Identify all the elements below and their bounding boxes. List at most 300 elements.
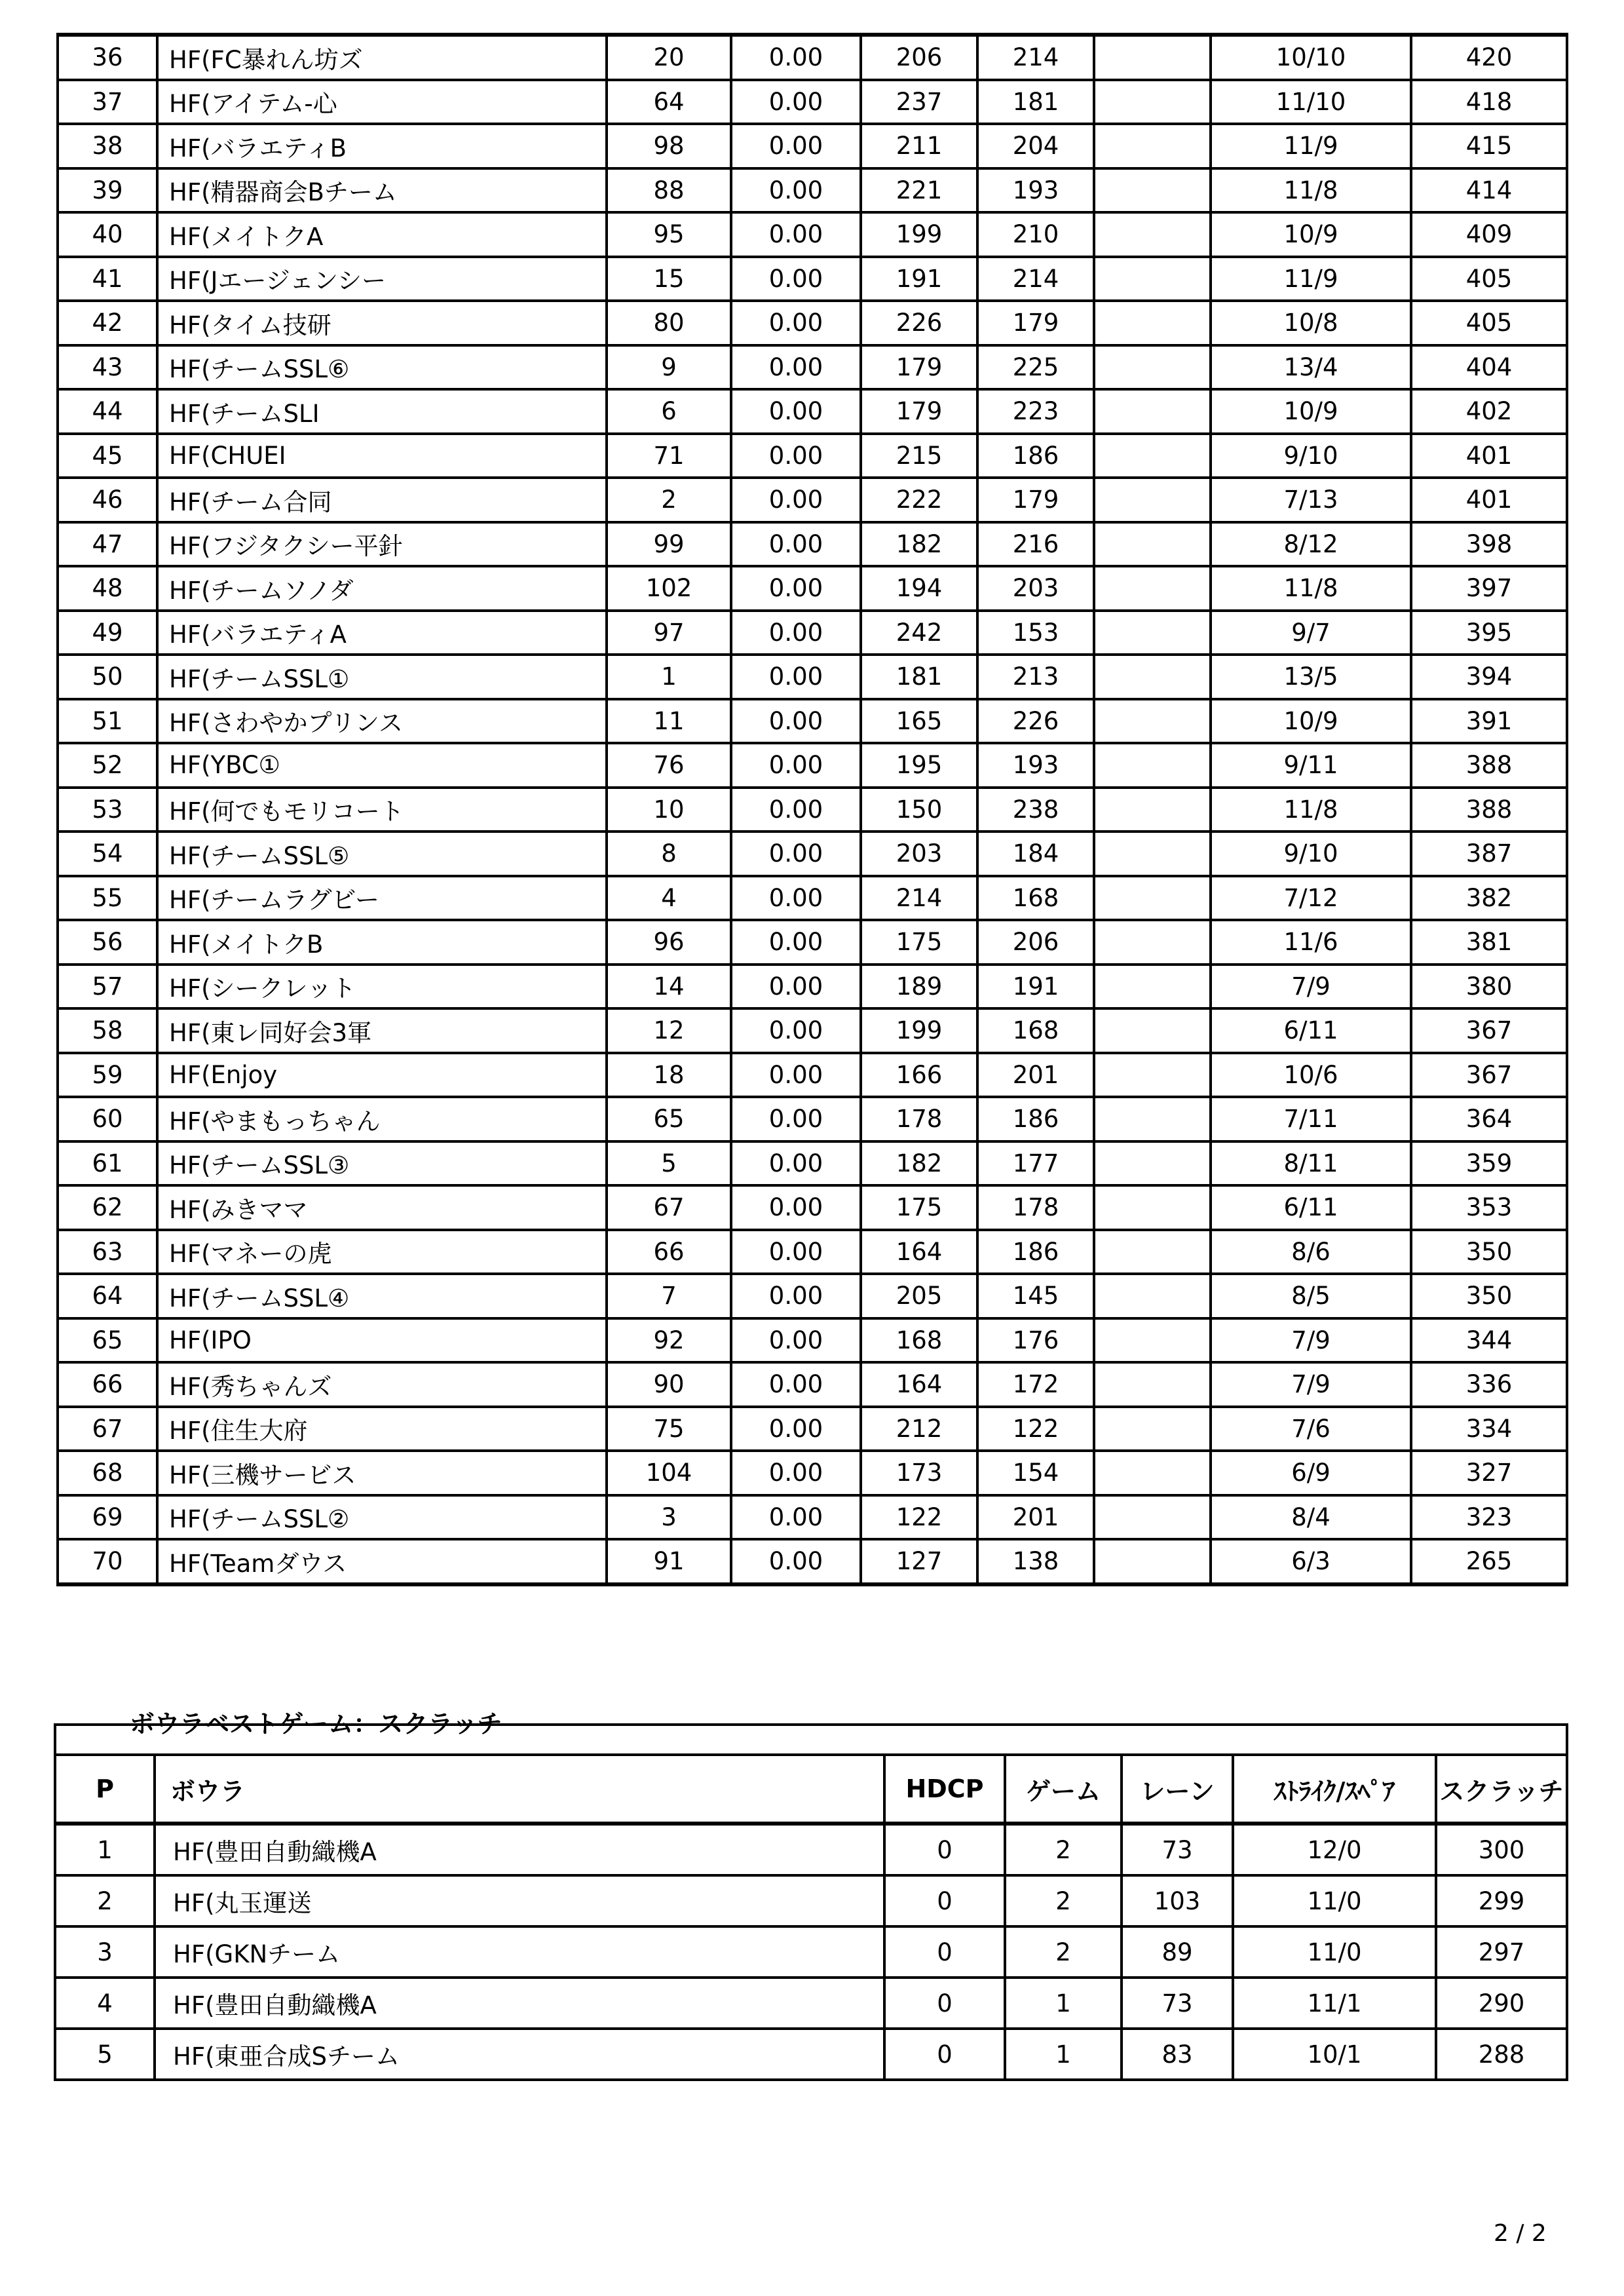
total-cell: 380 <box>1411 965 1567 1009</box>
total-cell: 344 <box>1411 1318 1567 1363</box>
team-name-cell: HF(バラエティA <box>157 611 607 655</box>
total-cell: 420 <box>1411 35 1567 80</box>
hdcp-cell: 0 <box>884 2029 1005 2080</box>
rank-cell: 64 <box>58 1274 157 1318</box>
table-row <box>58 522 1567 567</box>
game2-cell: 145 <box>977 1274 1094 1318</box>
table-row <box>58 965 1567 1009</box>
game2-cell: 225 <box>977 345 1094 390</box>
lane-cell: 88 <box>607 168 731 213</box>
team-name-cell: HF(チームSLI <box>157 389 607 434</box>
game3-cell <box>1094 124 1211 168</box>
total-cell: 359 <box>1411 1141 1567 1186</box>
rank-cell: 59 <box>58 1053 157 1098</box>
lane-cell: 14 <box>607 965 731 1009</box>
strike-spare-cell: 7/12 <box>1211 876 1411 921</box>
game2-cell: 179 <box>977 301 1094 345</box>
hdcp-cell: 0.00 <box>731 1539 861 1584</box>
game1-cell: 179 <box>861 389 977 434</box>
game3-cell <box>1094 345 1211 390</box>
rank-cell: 63 <box>58 1230 157 1274</box>
hdcp-cell: 0.00 <box>731 832 861 876</box>
game1-cell: 222 <box>861 478 977 522</box>
lane-cell: 11 <box>607 699 731 744</box>
lane-cell: 92 <box>607 1318 731 1363</box>
hdcp-cell: 0.00 <box>731 1274 861 1318</box>
hdcp-cell: 0.00 <box>731 920 861 965</box>
scratch-cell: 297 <box>1436 1926 1567 1978</box>
rank-cell: 36 <box>58 35 157 80</box>
game1-cell: 178 <box>861 1097 977 1141</box>
scratch-cell: 300 <box>1436 1824 1567 1875</box>
game2-cell: 201 <box>977 1053 1094 1098</box>
strike-spare-cell: 7/9 <box>1211 965 1411 1009</box>
lane-cell: 102 <box>607 566 731 611</box>
game1-cell: 122 <box>861 1495 977 1540</box>
game3-cell <box>1094 168 1211 213</box>
team-name-cell: HF(チーム合同 <box>157 478 607 522</box>
hdcp-cell: 0.00 <box>731 257 861 301</box>
strike-spare-cell: 9/11 <box>1211 743 1411 788</box>
game2-cell: 186 <box>977 1097 1094 1141</box>
position-cell: 5 <box>55 2029 155 2080</box>
table-row <box>58 699 1567 744</box>
game2-cell: 206 <box>977 920 1094 965</box>
game1-cell: 179 <box>861 345 977 390</box>
rank-cell: 50 <box>58 655 157 699</box>
rank-cell: 57 <box>58 965 157 1009</box>
table-row <box>58 168 1567 213</box>
strike-spare-cell: 6/9 <box>1211 1451 1411 1495</box>
total-cell: 394 <box>1411 655 1567 699</box>
page-number: 2 / 2 <box>1494 2220 1547 2247</box>
hdcp-cell: 0.00 <box>731 301 861 345</box>
game1-cell: 168 <box>861 1318 977 1363</box>
total-cell: 401 <box>1411 478 1567 522</box>
hdcp-cell: 0.00 <box>731 1495 861 1540</box>
game-cell: 2 <box>1005 1824 1122 1875</box>
lane-cell: 8 <box>607 832 731 876</box>
rank-cell: 68 <box>58 1451 157 1495</box>
header-hdcp: HDCP <box>884 1755 1005 1824</box>
game1-cell: 206 <box>861 35 977 80</box>
team-name-cell: HF(精器商会Bチーム <box>157 168 607 213</box>
position-cell: 1 <box>55 1824 155 1875</box>
total-cell: 418 <box>1411 80 1567 124</box>
game2-cell: 177 <box>977 1141 1094 1186</box>
hdcp-cell: 0.00 <box>731 876 861 921</box>
team-name-cell: HF(チームSSL⑥ <box>157 345 607 390</box>
strike-spare-cell: 10/6 <box>1211 1053 1411 1098</box>
table-row <box>58 1230 1567 1274</box>
table-row <box>58 35 1567 80</box>
lane-cell: 9 <box>607 345 731 390</box>
lane-cell: 10 <box>607 788 731 832</box>
game2-cell: 213 <box>977 655 1094 699</box>
hdcp-cell: 0 <box>884 1824 1005 1875</box>
strike-spare-cell: 11/9 <box>1211 124 1411 168</box>
table-header-row <box>55 1755 1567 1824</box>
position-cell: 2 <box>55 1875 155 1926</box>
game1-cell: 182 <box>861 1141 977 1186</box>
hdcp-cell: 0.00 <box>731 168 861 213</box>
strike-spare-cell: 7/9 <box>1211 1318 1411 1363</box>
game1-cell: 191 <box>861 257 977 301</box>
game2-cell: 154 <box>977 1451 1094 1495</box>
strike-spare-cell: 8/4 <box>1211 1495 1411 1540</box>
game1-cell: 194 <box>861 566 977 611</box>
strike-spare-cell: 11/8 <box>1211 168 1411 213</box>
table-row <box>58 920 1567 965</box>
strike-spare-cell: 11/1 <box>1233 1978 1436 2029</box>
game3-cell <box>1094 478 1211 522</box>
table-row <box>55 1824 1567 1875</box>
total-cell: 397 <box>1411 566 1567 611</box>
hdcp-cell: 0.00 <box>731 478 861 522</box>
game2-cell: 193 <box>977 743 1094 788</box>
game3-cell <box>1094 1141 1211 1186</box>
team-name-cell: HF(Jエージェンシー <box>157 257 607 301</box>
lane-cell: 73 <box>1122 1978 1233 2029</box>
table-row <box>55 1926 1567 1978</box>
strike-spare-cell: 11/0 <box>1233 1875 1436 1926</box>
hdcp-cell: 0.00 <box>731 434 861 478</box>
total-cell: 405 <box>1411 301 1567 345</box>
game3-cell <box>1094 1230 1211 1274</box>
game-cell: 1 <box>1005 1978 1122 2029</box>
strike-spare-cell: 10/9 <box>1211 699 1411 744</box>
table-top-spacer <box>55 1725 1567 1755</box>
team-name-cell: HF(チームSSL④ <box>157 1274 607 1318</box>
lane-cell: 80 <box>607 301 731 345</box>
team-name-cell: HF(Teamダウス <box>157 1539 607 1584</box>
game1-cell: 175 <box>861 1185 977 1230</box>
game1-cell: 181 <box>861 655 977 699</box>
strike-spare-cell: 6/11 <box>1211 1185 1411 1230</box>
header-p: P <box>55 1755 155 1824</box>
game3-cell <box>1094 655 1211 699</box>
game1-cell: 175 <box>861 920 977 965</box>
table-row <box>58 1407 1567 1451</box>
game3-cell <box>1094 1274 1211 1318</box>
hdcp-cell: 0.00 <box>731 1230 861 1274</box>
table-row <box>58 1451 1567 1495</box>
table-row <box>58 1141 1567 1186</box>
total-cell: 382 <box>1411 876 1567 921</box>
game1-cell: 199 <box>861 212 977 257</box>
game2-cell: 138 <box>977 1539 1094 1584</box>
section-title: ボウラベストゲーム：スクラッチ <box>130 1710 502 1738</box>
table-row <box>58 80 1567 124</box>
rank-cell: 67 <box>58 1407 157 1451</box>
total-cell: 415 <box>1411 124 1567 168</box>
strike-spare-cell: 10/10 <box>1211 35 1411 80</box>
team-ranking-body <box>58 35 1567 1584</box>
position-cell: 3 <box>55 1926 155 1978</box>
strike-spare-cell: 10/9 <box>1211 389 1411 434</box>
lane-cell: 67 <box>607 1185 731 1230</box>
total-cell: 388 <box>1411 788 1567 832</box>
game3-cell <box>1094 1451 1211 1495</box>
table-row <box>58 478 1567 522</box>
rank-cell: 41 <box>58 257 157 301</box>
team-name-cell: HF(フジタクシー平針 <box>157 522 607 567</box>
total-cell: 323 <box>1411 1495 1567 1540</box>
strike-spare-cell: 11/0 <box>1233 1926 1436 1978</box>
team-name-cell: HF(やまもっちゃん <box>157 1097 607 1141</box>
strike-spare-cell: 13/4 <box>1211 345 1411 390</box>
bowler-best-game-table <box>54 1723 1568 2081</box>
table-row <box>58 1318 1567 1363</box>
lane-cell: 2 <box>607 478 731 522</box>
game-cell: 2 <box>1005 1926 1122 1978</box>
rank-cell: 56 <box>58 920 157 965</box>
strike-spare-cell: 8/5 <box>1211 1274 1411 1318</box>
table-row <box>58 345 1567 390</box>
game-cell: 2 <box>1005 1875 1122 1926</box>
total-cell: 414 <box>1411 168 1567 213</box>
total-cell: 398 <box>1411 522 1567 567</box>
lane-cell: 20 <box>607 35 731 80</box>
game3-cell <box>1094 389 1211 434</box>
hdcp-cell: 0.00 <box>731 124 861 168</box>
game1-cell: 205 <box>861 1274 977 1318</box>
rank-cell: 44 <box>58 389 157 434</box>
total-cell: 401 <box>1411 434 1567 478</box>
table-row <box>58 389 1567 434</box>
strike-spare-cell: 7/11 <box>1211 1097 1411 1141</box>
hdcp-cell: 0.00 <box>731 965 861 1009</box>
hdcp-cell: 0.00 <box>731 389 861 434</box>
game3-cell <box>1094 1008 1211 1053</box>
team-name-cell: HF(秀ちゃんズ <box>157 1362 607 1407</box>
game1-cell: 166 <box>861 1053 977 1098</box>
table-row <box>55 1875 1567 1926</box>
game2-cell: 186 <box>977 434 1094 478</box>
strike-spare-cell: 10/9 <box>1211 212 1411 257</box>
lane-cell: 6 <box>607 389 731 434</box>
table-row <box>55 1978 1567 2029</box>
table-row <box>55 2029 1567 2080</box>
scratch-cell: 288 <box>1436 2029 1567 2080</box>
team-name-cell: HF(Enjoy <box>157 1053 607 1098</box>
lane-cell: 5 <box>607 1141 731 1186</box>
table-row <box>58 1362 1567 1407</box>
game2-cell: 193 <box>977 168 1094 213</box>
hdcp-cell: 0.00 <box>731 80 861 124</box>
hdcp-cell: 0.00 <box>731 522 861 567</box>
rank-cell: 43 <box>58 345 157 390</box>
game2-cell: 214 <box>977 35 1094 80</box>
strike-spare-cell: 11/9 <box>1211 257 1411 301</box>
rank-cell: 38 <box>58 124 157 168</box>
position-cell: 4 <box>55 1978 155 2029</box>
game3-cell <box>1094 80 1211 124</box>
team-name-cell: HF(アイテム-心 <box>157 80 607 124</box>
hdcp-cell: 0.00 <box>731 1362 861 1407</box>
game2-cell: 184 <box>977 832 1094 876</box>
total-cell: 381 <box>1411 920 1567 965</box>
game1-cell: 215 <box>861 434 977 478</box>
bowler-name-cell: HF(豊田自動織機A <box>155 1978 884 2029</box>
strike-spare-cell: 8/6 <box>1211 1230 1411 1274</box>
lane-cell: 91 <box>607 1539 731 1584</box>
game2-cell: 181 <box>977 80 1094 124</box>
game1-cell: 195 <box>861 743 977 788</box>
team-name-cell: HF(シークレット <box>157 965 607 1009</box>
game2-cell: 214 <box>977 257 1094 301</box>
team-name-cell: HF(チームソノダ <box>157 566 607 611</box>
strike-spare-cell: 9/10 <box>1211 832 1411 876</box>
strike-spare-cell: 6/3 <box>1211 1539 1411 1584</box>
table-row <box>58 434 1567 478</box>
rank-cell: 52 <box>58 743 157 788</box>
lane-cell: 65 <box>607 1097 731 1141</box>
rank-cell: 39 <box>58 168 157 213</box>
rank-cell: 70 <box>58 1539 157 1584</box>
team-name-cell: HF(東レ同好会3軍 <box>157 1008 607 1053</box>
total-cell: 334 <box>1411 1407 1567 1451</box>
game3-cell <box>1094 965 1211 1009</box>
rank-cell: 47 <box>58 522 157 567</box>
lane-cell: 15 <box>607 257 731 301</box>
game2-cell: 226 <box>977 699 1094 744</box>
game2-cell: 178 <box>977 1185 1094 1230</box>
table-row <box>58 566 1567 611</box>
total-cell: 364 <box>1411 1097 1567 1141</box>
strike-spare-cell: 11/8 <box>1211 788 1411 832</box>
game3-cell <box>1094 1539 1211 1584</box>
rank-cell: 49 <box>58 611 157 655</box>
rank-cell: 48 <box>58 566 157 611</box>
rank-cell: 53 <box>58 788 157 832</box>
total-cell: 350 <box>1411 1274 1567 1318</box>
lane-cell: 90 <box>607 1362 731 1407</box>
rank-cell: 66 <box>58 1362 157 1407</box>
strike-spare-cell: 6/11 <box>1211 1008 1411 1053</box>
strike-spare-cell: 12/0 <box>1233 1824 1436 1875</box>
hdcp-cell: 0.00 <box>731 35 861 80</box>
strike-spare-cell: 11/8 <box>1211 566 1411 611</box>
strike-spare-cell: 11/10 <box>1211 80 1411 124</box>
game3-cell <box>1094 522 1211 567</box>
lane-cell: 99 <box>607 522 731 567</box>
lane-cell: 103 <box>1122 1875 1233 1926</box>
hdcp-cell: 0.00 <box>731 1318 861 1363</box>
table-row <box>58 301 1567 345</box>
game3-cell <box>1094 1318 1211 1363</box>
game3-cell <box>1094 743 1211 788</box>
table-row <box>58 1185 1567 1230</box>
game2-cell: 168 <box>977 1008 1094 1053</box>
game2-cell: 210 <box>977 212 1094 257</box>
bowler-best-game-body <box>55 1824 1567 2080</box>
game3-cell <box>1094 920 1211 965</box>
game2-cell: 168 <box>977 876 1094 921</box>
lane-cell: 7 <box>607 1274 731 1318</box>
lane-cell: 97 <box>607 611 731 655</box>
game3-cell <box>1094 788 1211 832</box>
game2-cell: 216 <box>977 522 1094 567</box>
total-cell: 353 <box>1411 1185 1567 1230</box>
game2-cell: 153 <box>977 611 1094 655</box>
game3-cell <box>1094 257 1211 301</box>
team-name-cell: HF(さわやかプリンス <box>157 699 607 744</box>
table-row <box>58 1053 1567 1098</box>
hdcp-cell: 0.00 <box>731 345 861 390</box>
lane-cell: 3 <box>607 1495 731 1540</box>
team-name-cell: HF(タイム技研 <box>157 301 607 345</box>
table-row <box>58 743 1567 788</box>
hdcp-cell: 0.00 <box>731 1185 861 1230</box>
lane-cell: 75 <box>607 1407 731 1451</box>
strike-spare-cell: 11/6 <box>1211 920 1411 965</box>
team-name-cell: HF(みきママ <box>157 1185 607 1230</box>
hdcp-cell: 0.00 <box>731 1053 861 1098</box>
rank-cell: 37 <box>58 80 157 124</box>
lane-cell: 98 <box>607 124 731 168</box>
game2-cell: 203 <box>977 566 1094 611</box>
game3-cell <box>1094 1407 1211 1451</box>
team-name-cell: HF(メイトクA <box>157 212 607 257</box>
lane-cell: 73 <box>1122 1824 1233 1875</box>
team-name-cell: HF(チームSSL③ <box>157 1141 607 1186</box>
game2-cell: 186 <box>977 1230 1094 1274</box>
game1-cell: 221 <box>861 168 977 213</box>
total-cell: 387 <box>1411 832 1567 876</box>
game1-cell: 150 <box>861 788 977 832</box>
game1-cell: 242 <box>861 611 977 655</box>
game3-cell <box>1094 1053 1211 1098</box>
hdcp-cell: 0 <box>884 1875 1005 1926</box>
game2-cell: 238 <box>977 788 1094 832</box>
total-cell: 350 <box>1411 1230 1567 1274</box>
lane-cell: 96 <box>607 920 731 965</box>
table-row <box>58 876 1567 921</box>
game1-cell: 211 <box>861 124 977 168</box>
game1-cell: 226 <box>861 301 977 345</box>
hdcp-cell: 0.00 <box>731 212 861 257</box>
hdcp-cell: 0.00 <box>731 699 861 744</box>
table-row <box>58 1097 1567 1141</box>
game1-cell: 164 <box>861 1230 977 1274</box>
table-row <box>58 832 1567 876</box>
rank-cell: 62 <box>58 1185 157 1230</box>
team-name-cell: HF(チームSSL① <box>157 655 607 699</box>
strike-spare-cell: 7/6 <box>1211 1407 1411 1451</box>
team-ranking-table <box>56 33 1568 1586</box>
hdcp-cell: 0.00 <box>731 1451 861 1495</box>
total-cell: 404 <box>1411 345 1567 390</box>
team-name-cell: HF(チームSSL⑤ <box>157 832 607 876</box>
hdcp-cell: 0.00 <box>731 1407 861 1451</box>
game3-cell <box>1094 1362 1211 1407</box>
game1-cell: 127 <box>861 1539 977 1584</box>
total-cell: 391 <box>1411 699 1567 744</box>
team-name-cell: HF(IPO <box>157 1318 607 1363</box>
rank-cell: 51 <box>58 699 157 744</box>
game3-cell <box>1094 1185 1211 1230</box>
rank-cell: 42 <box>58 301 157 345</box>
total-cell: 336 <box>1411 1362 1567 1407</box>
header-game: ゲーム <box>1005 1755 1122 1824</box>
strike-spare-cell: 9/7 <box>1211 611 1411 655</box>
header-bowler: ボウラ <box>155 1755 884 1824</box>
team-name-cell: HF(YBC① <box>157 743 607 788</box>
game2-cell: 191 <box>977 965 1094 1009</box>
game2-cell: 201 <box>977 1495 1094 1540</box>
lane-cell: 83 <box>1122 2029 1233 2080</box>
